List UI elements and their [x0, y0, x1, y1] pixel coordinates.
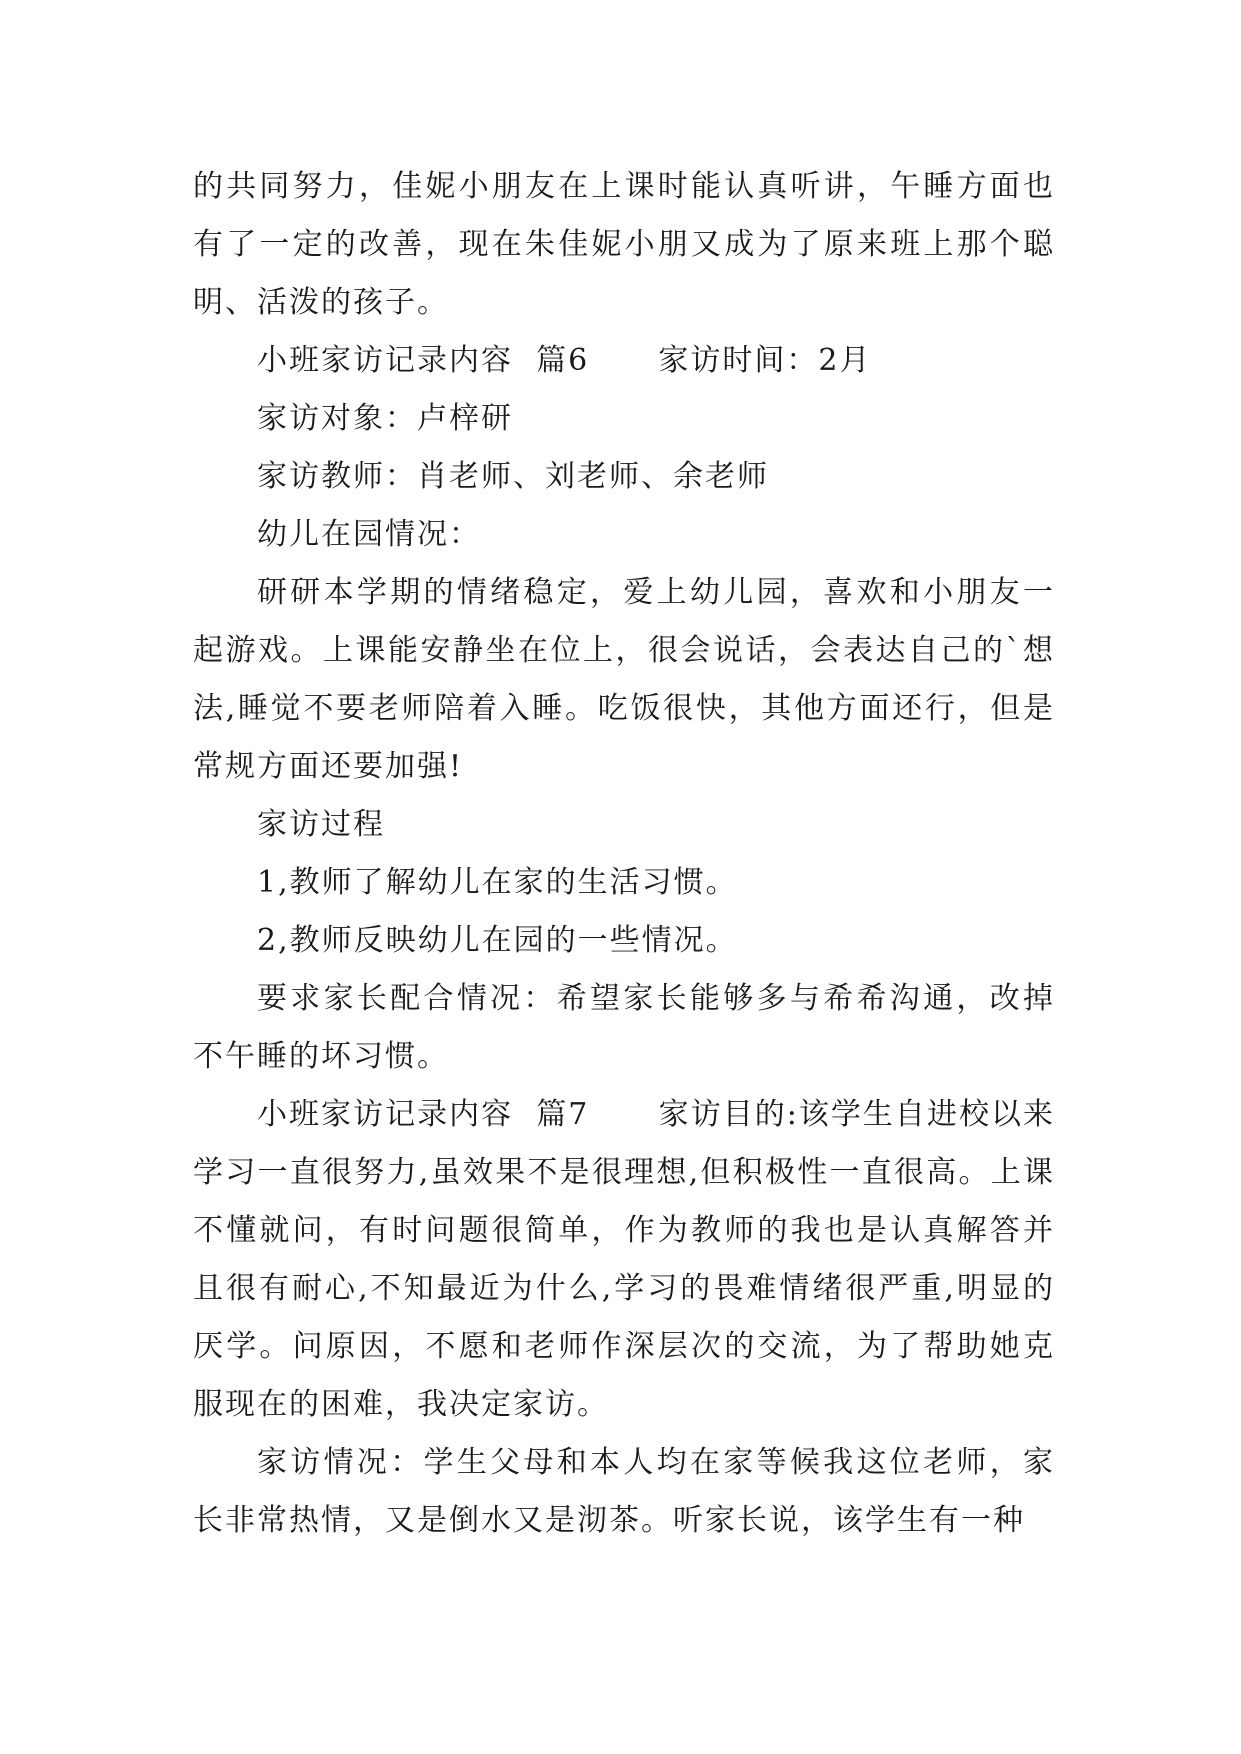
paragraph-child-status-heading: 幼儿在园情况：	[257, 517, 481, 552]
paragraph-visit-teachers: 家访教师：肖老师、刘老师、余老师	[257, 459, 769, 494]
paragraph-parent-cooperation: 要求家长配合情况：希望家长能够多与希希沟通，改掉不午睡的坏习惯。	[193, 981, 1055, 1074]
paragraph-visit-process-heading: 家访过程	[257, 807, 385, 842]
paragraph-section-6-heading: 小班家访记录内容 篇6 家访时间：2月	[257, 343, 872, 378]
paragraph-visit-target: 家访对象：卢梓研	[257, 401, 513, 436]
paragraph-section-7: 小班家访记录内容 篇7 家访目的:该学生自进校以来学习一直很努力,虽效果不是很理想,但积极性一直很高。上课不懂就问，有时问题很简单，作为教师的我也是认真解答并且很有耐心,不知最近为什么,学习的畏难情绪很严重,明显的厌学。问原因，不愿和老师作深层次的交流，为了帮助她克服现在的困难，我决定家访。	[193, 1097, 1055, 1422]
document-body	[193, 158, 1055, 1550]
paragraph-continuation: 的共同努力，佳妮小朋友在上课时能认真听讲，午睡方面也有了一定的改善，现在朱佳妮小朋又成为了原来班上那个聪明、活泼的孩子。	[193, 169, 1055, 320]
paragraph-child-status: 研研本学期的情绪稳定，爱上幼儿园，喜欢和小朋友一起游戏。上课能安静坐在位上，很会说话，会表达自己的`想法,睡觉不要老师陪着入睡。吃饭很快，其他方面还行，但是常规方面还要加强!	[193, 575, 1055, 784]
paragraph-visit-situation: 家访情况：学生父母和本人均在家等候我这位老师，家长非常热情，又是倒水又是沏茶。听家长说，该学生有一种	[193, 1445, 1055, 1538]
paragraph-process-item-2: 2,教师反映幼儿在园的一些情况。	[257, 923, 738, 958]
paragraph-process-item-1: 1,教师了解幼儿在家的生活习惯。	[257, 865, 738, 900]
